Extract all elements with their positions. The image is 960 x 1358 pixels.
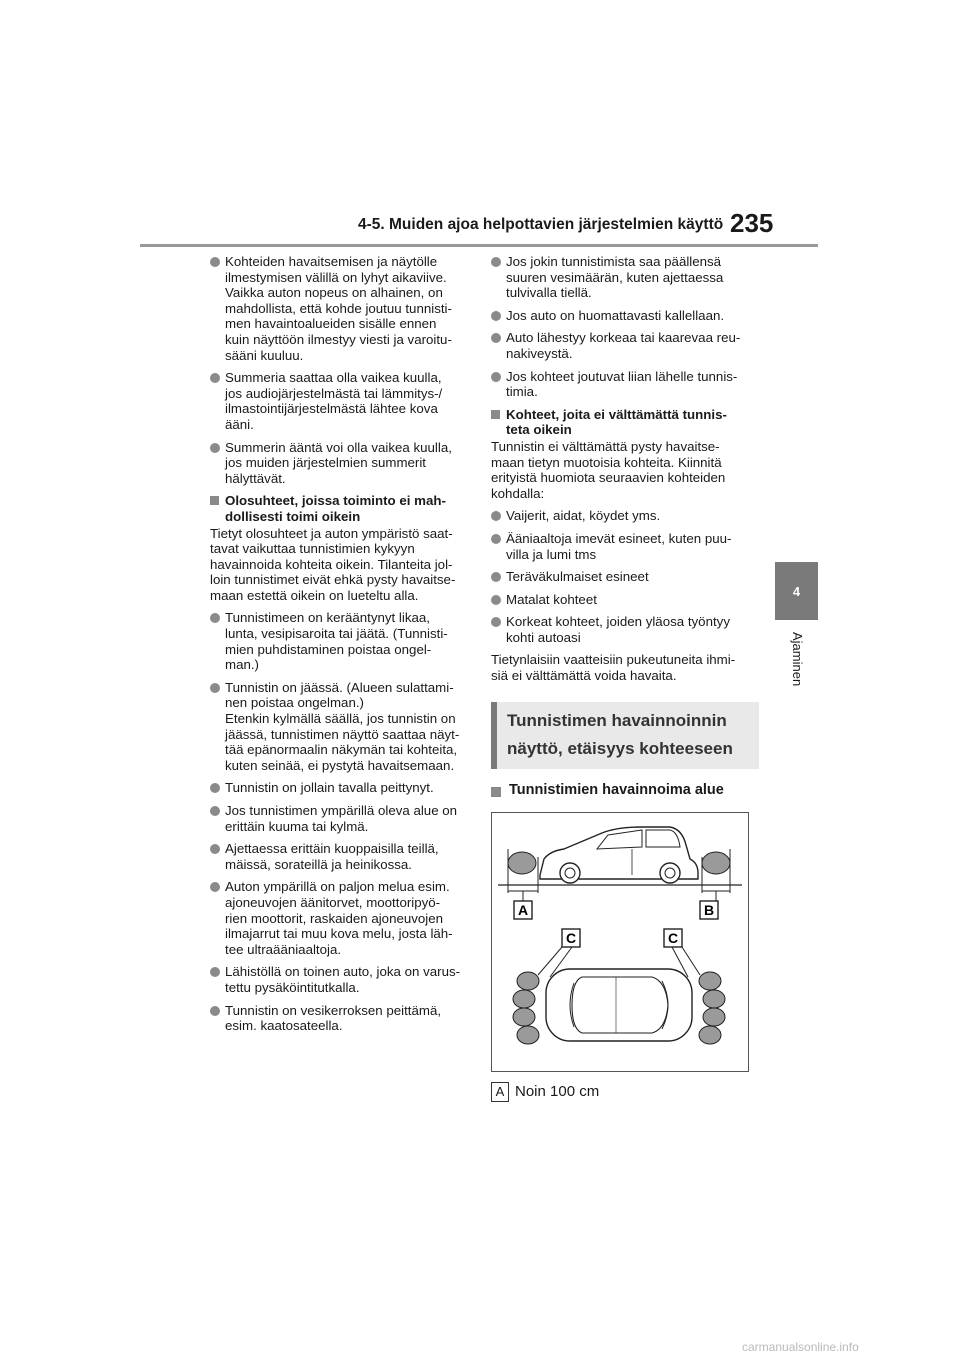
text-line: nakiveystä. bbox=[506, 345, 573, 361]
text-line: lunta, vesipisaroita tai jäätä. (Tunnisti- bbox=[225, 626, 448, 642]
text-line: kohdalla: bbox=[491, 485, 545, 501]
text-line: dollisesti toimi oikein bbox=[225, 508, 361, 524]
text-line: maan estettä oikein on lueteltu alla. bbox=[210, 587, 419, 603]
front-detection-zones bbox=[513, 972, 539, 1044]
page-number: 235 bbox=[730, 208, 774, 238]
section-title-box bbox=[491, 702, 759, 769]
bullet-item bbox=[491, 308, 759, 324]
text-line: Jos auto on huomattavasti kallellaan. bbox=[506, 307, 725, 323]
text-line: kuten seinää, ei pystytä havaitsemaan. bbox=[225, 757, 455, 773]
bullet-item bbox=[491, 614, 759, 645]
bullet-item bbox=[491, 508, 759, 524]
text-line: havainnoida kohteita oikein. Tilanteita jol- bbox=[210, 556, 453, 572]
label-a: A bbox=[517, 902, 529, 919]
text-line: Ääniaaltoja imevät esineet, kuten puu- bbox=[506, 530, 732, 546]
text-line: Tietynlaisiin vaatteisiin pukeutuneita ihmi- bbox=[491, 652, 736, 668]
text-line: Summeria saattaa olla vaikea kuulla, bbox=[225, 370, 442, 386]
bullet-item bbox=[210, 803, 470, 834]
text-line: mien puhdistaminen poistaa ongel- bbox=[225, 641, 432, 657]
text-line: teta oikein bbox=[506, 422, 572, 438]
label-c: C bbox=[565, 930, 577, 947]
text-line: suuren vesimäärän, kuten ajettaessa bbox=[506, 269, 724, 285]
text-line: Auto lähestyy korkeaa tai kaarevaa reu- bbox=[506, 330, 741, 346]
text-line: maan tietyn muotoisia kohteita. Kiinnitä bbox=[491, 454, 722, 470]
text-line: ääni. bbox=[225, 416, 254, 432]
diagram-heading: Tunnistimien havainnoima alue bbox=[491, 783, 759, 799]
bullet-item bbox=[210, 370, 470, 432]
text-line: Tunnistimen havainnoinnin bbox=[507, 710, 727, 730]
text-line: erityistä huomiota seuraavien kohteiden bbox=[491, 470, 726, 486]
text-line: sääni kuuluu. bbox=[225, 347, 304, 363]
bullet-item bbox=[491, 254, 759, 301]
bullet-item bbox=[210, 254, 470, 363]
chapter-title: Ajaminen bbox=[790, 632, 805, 687]
text-line: siä ei välttämättä voida havaita. bbox=[491, 668, 677, 684]
paragraph bbox=[210, 526, 470, 604]
text-line: men havaintoalueiden sisälle ennen bbox=[225, 316, 437, 332]
text-line: Etenkin kylmällä säällä, jos tunnistin on bbox=[225, 711, 456, 727]
text-line: Tunnistin on vesikerroksen peittämä, bbox=[225, 1002, 442, 1018]
header-divider bbox=[140, 244, 818, 247]
text-line: tavat vaikuttaa tunnistimien kykyyn bbox=[210, 541, 415, 557]
text-line: jos muiden järjestelmien summerit bbox=[225, 455, 426, 471]
text-line: mahdollista, että kohde joutuu tunnisti- bbox=[225, 300, 452, 316]
right-column bbox=[491, 254, 759, 1102]
text-line: näyttö, etäisyys kohteeseen bbox=[507, 738, 733, 758]
top-view-car bbox=[546, 969, 692, 1041]
text-line: Tietyt olosuhteet ja auton ympäristö saat- bbox=[210, 525, 453, 541]
text-line: Tunnistin on jäässä. (Alueen sulattami- bbox=[225, 679, 454, 695]
text-line: hälyttävät. bbox=[225, 470, 286, 486]
section-header: 4-5. Muiden ajoa helpottavien järjestelmien käyttö bbox=[358, 216, 724, 233]
diagram-legend bbox=[491, 1082, 759, 1102]
text-line: Tunnistimeen on kerääntynyt likaa, bbox=[225, 610, 430, 626]
text-line: loin tunnistimet eivät ehkä pysty havaitse- bbox=[210, 572, 456, 588]
text-line: Olosuhteet, joissa toiminto ei mah- bbox=[225, 493, 446, 509]
paragraph bbox=[491, 439, 759, 501]
text-line: Jos jokin tunnistimista saa päällensä bbox=[506, 254, 722, 269]
text-line: esim. kaatosateella. bbox=[225, 1018, 343, 1034]
bullet-item bbox=[210, 610, 470, 672]
text-line: ilmastointijärjestelmästä lähtee kova bbox=[225, 401, 438, 417]
text-line: Tunnistin ei välttämättä pysty havaitse- bbox=[491, 438, 720, 454]
text-line: man.) bbox=[225, 657, 259, 673]
legend-text: Noin 100 cm bbox=[515, 1083, 600, 1101]
text-line: Vaijerit, aidat, köydet yms. bbox=[506, 508, 661, 524]
text-line: Kohteiden havaitsemisen ja näytölle bbox=[225, 254, 438, 269]
text-line: Matalat kohteet bbox=[506, 591, 597, 607]
text-line: Jos tunnistimen ympärillä oleva alue on bbox=[225, 803, 458, 818]
sensor-area-diagram bbox=[491, 812, 749, 1072]
detection-zone-rear bbox=[702, 852, 730, 874]
paragraph bbox=[491, 652, 759, 683]
text-line: villa ja lumi tms bbox=[506, 546, 597, 562]
left-column bbox=[210, 254, 470, 1041]
subheading bbox=[491, 407, 759, 438]
subheading bbox=[210, 493, 470, 524]
rear-detection-zones bbox=[699, 972, 725, 1044]
leader-line bbox=[538, 947, 562, 975]
bullet-list bbox=[491, 254, 759, 400]
text-line: jos audiojärjestelmästä tai lämmitys-/ bbox=[225, 385, 443, 401]
text-line: tää epänormaalin näkymän tai kohteita, bbox=[225, 742, 458, 758]
text-line: mäissä, sorateillä ja heinikossa. bbox=[225, 856, 412, 872]
text-line: kohti autoasi bbox=[506, 629, 581, 645]
chapter-tab: 4 bbox=[775, 562, 818, 620]
bullet-item bbox=[210, 1003, 470, 1034]
watermark: carmanualsonline.info bbox=[742, 1340, 859, 1354]
bullet-item bbox=[491, 592, 759, 608]
label-b: B bbox=[703, 902, 715, 919]
bullet-item bbox=[210, 680, 470, 774]
text-line: tulvivalla tiellä. bbox=[506, 285, 592, 301]
text-line: Jos kohteet joutuvat liian lähelle tunnis- bbox=[506, 368, 738, 384]
text-line: tee ultraääniaaltoja. bbox=[225, 941, 342, 957]
text-line: Lähistöllä on toinen auto, joka on varus- bbox=[225, 964, 461, 980]
text-line: Auton ympärillä on paljon melua esim. bbox=[225, 879, 450, 895]
text-line: jäässä, tunnistimen näyttö saattaa näyt- bbox=[225, 726, 460, 742]
text-line: ilmajarrut tai muu kova melu, josta läh- bbox=[225, 926, 453, 942]
text-line: Ajettaessa erittäin kuoppaisilla teillä, bbox=[225, 841, 439, 857]
legend-badge: A bbox=[491, 1082, 509, 1102]
text-line: Teräväkulmaiset esineet bbox=[506, 569, 649, 585]
bullet-item bbox=[491, 569, 759, 585]
text-line: Tunnistin on jollain tavalla peittynyt. bbox=[225, 780, 434, 796]
text-line: Korkeat kohteet, joiden yläosa työntyy bbox=[506, 614, 730, 630]
text-line: kuin näyttöön ilmestyy viesti ja varoitu- bbox=[225, 331, 452, 347]
text-line: rien moottorit, raskaiden ajoneuvojen bbox=[225, 910, 444, 926]
text-line: Vaikka auton nopeus on alhainen, on bbox=[225, 285, 443, 301]
bullet-item bbox=[491, 369, 759, 400]
text-line: erittäin kuuma tai kylmä. bbox=[225, 818, 369, 834]
side-view-car bbox=[540, 827, 698, 883]
text-line: tettu pysäköintitutkalla. bbox=[225, 979, 360, 995]
bullet-list bbox=[491, 508, 759, 645]
bullet-item bbox=[210, 841, 470, 872]
text-line: nen poistaa ongelman.) bbox=[225, 695, 364, 711]
text-line: timia. bbox=[506, 384, 538, 400]
text-line: Kohteet, joita ei välttämättä tunnis- bbox=[506, 406, 727, 422]
bullet-item bbox=[491, 330, 759, 361]
text-line: ilmestymisen välillä on lyhyt aikaviive. bbox=[225, 269, 447, 285]
bullet-item bbox=[491, 531, 759, 562]
bullet-item bbox=[210, 780, 470, 796]
label-c: C bbox=[667, 930, 679, 947]
bullet-list bbox=[210, 610, 470, 1033]
text-line: ajoneuvojen äänitorvet, moottoripyö- bbox=[225, 894, 441, 910]
bullet-item bbox=[210, 964, 470, 995]
detection-zone-front bbox=[508, 852, 536, 874]
bullet-item bbox=[210, 440, 470, 487]
bullet-list bbox=[210, 254, 470, 486]
text-line: Summerin ääntä voi olla vaikea kuulla, bbox=[225, 439, 452, 455]
bullet-item bbox=[210, 879, 470, 957]
